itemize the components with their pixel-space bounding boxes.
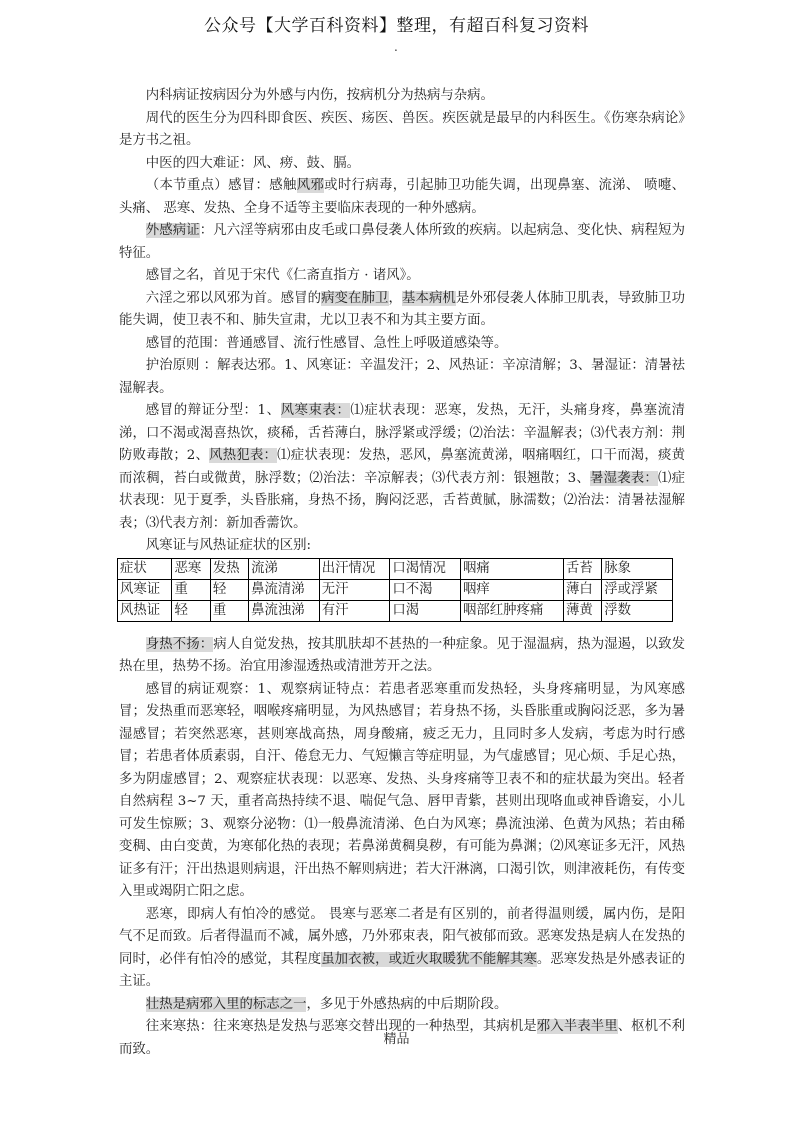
highlight-basic-pathogenesis: 基本病机 [401,290,456,306]
highlight-summer-damp: 暑湿袭表： [589,470,658,486]
paragraph-zhou-doctors: 周代的医生分为四科即食医、疾医、疡医、兽医。疾医就是最早的内科医生。《伤寒杂病论》是方书之祖。 [119,110,685,148]
highlight-high-fever: 壮热是病邪入里的标志之一 [145,996,307,1012]
table-cell: 浮数 [602,600,673,621]
text-segment: ⑴症状表现：见于夏季，头昏胀痛，身热不扬，胸闷泛恶，舌苔黄腻，脉濡数；⑵治法：清暑祛湿解表；⑶代表方剂：新加香薷饮。 [119,470,685,531]
text-segment: 。恶寒发热是外感表证的主证。 [119,951,686,989]
table-cell: 咽痒 [461,579,564,600]
text-segment: 、枢机不利而致。 [119,1019,686,1057]
text-segment: ：凡六淫等病邪由皮毛或口鼻侵袭人体所致的疾病。以起病急、变化快、病程短为特征。 [119,223,686,261]
table-cell: 薄黄 [563,600,601,621]
text-segment: 恶寒，即病人有怕冷的感觉。 畏寒与恶寒二者是有区别的，前者得温则缓，属内伤，是阳气不足而致。后者得温而不减，属外感，乃外邪束表，阳气被郁而致。恶寒发热是病人在发热的同时，必伴有怕冷的感觉，其程度 [119,906,685,967]
text-segment: 病人自觉发热，按其肌肤却不甚热的一种症象。见于湿温病，热为湿遏，以致发热在里，热势不扬。治宜用渗湿透热或清泄芳开之法。 [119,636,686,674]
text-segment: 感冒的辩证分型：1、 [145,403,281,418]
table-cell: 重 [210,600,248,621]
table-header-cell: 恶寒 [172,558,210,579]
highlight-wind-cold: 风寒束表： [280,403,351,418]
table-header-row [118,558,673,579]
paragraph-four-difficult-diseases: 中医的四大难证：风、痨、鼓、膈。 [145,155,361,171]
table-cell: 无汗 [319,579,390,600]
table-row [118,600,673,621]
text-segment: ，多见于外感热病的中后期阶段。 [306,996,508,1012]
comparison-table [117,558,673,622]
page-header: 公众号【大学百科资料】整理，有超百科复习资料 [204,16,589,36]
table-header-cell: 口渴情况 [390,558,461,579]
text-segment: 六淫之邪以风邪为首。感冒的 [145,290,322,306]
highlight-external-disease: 外感病证 [145,223,200,238]
text-segment: （本节重点）感冒：感触 [145,178,297,193]
table-cell: 有汗 [319,600,390,621]
table-cell: 轻 [172,600,210,621]
table-cell: 风寒证 [118,579,172,600]
table-header-cell: 脉象 [602,558,673,579]
highlight-half-exterior: 邪入半表半里 [536,1019,618,1034]
table-header-cell: 出汗情况 [319,558,390,579]
header-dot: . [394,40,398,54]
table-cell: 鼻流清涕 [249,579,320,600]
highlight-cold-not-relieved: 虽加衣被，或近火取暖犹不能解其寒 [321,951,537,967]
text-segment: 或时行病毒，引起肺卫功能失调，出现鼻塞、流涕、 喷嚏、 头痛、 恶寒、发热、全身不适等主要临床表现的一种外感病。 [119,178,686,216]
table-cell: 轻 [210,579,248,600]
table-cell: 浮或浮紧 [602,579,673,600]
table-header-cell: 发热 [210,558,248,579]
page-footer: 精品 [383,1032,410,1047]
paragraph-body-heat-not-high [119,634,685,679]
table-header-cell: 舌苔 [563,558,601,579]
table-cell: 风热证 [118,600,172,621]
table-cell: 重 [172,579,210,600]
text-segment: ⑴症状表现：发热，恶风，鼻塞流黄涕，咽痛咽红，口干而渴，痰黄而浓稠，苔白或微黄，脉浮数；⑵治法：辛凉解表；⑶代表方剂：银翘散；3、 [119,448,686,486]
document-body [119,85,685,1061]
spacer [119,622,685,634]
paragraph-high-fever [119,994,685,1017]
paragraph-scope: 感冒的范围：普通感冒、流行性感冒、急性上呼吸道感染等。 [145,335,508,351]
text-segment: ⑴症状表现：恶寒，发热，无汗，头痛身疼，鼻塞流清涕，口不渴或渴喜热饮，痰稀，舌苔薄白，脉浮紧或浮缓；⑵治法：辛温解表；⑶代表方剂：荆防败毒散；2、 [119,403,685,463]
paragraph-external-disease [119,220,685,265]
highlight-wind-evil: 风邪 [296,178,325,193]
table-header-cell: 流涕 [249,558,320,579]
text-segment: 往来寒热：往来寒热是发热与恶寒交替出现的一种热型，其病机是 [145,1019,537,1034]
paragraph-cold-definition [119,175,685,220]
paragraph-classification: 内科病证按病因分为外感与内伤，按病机分为热病与杂病。 [145,88,494,103]
table-header-cell: 咽痛 [461,558,564,579]
paragraph-name-origin: 感冒之名，首见于宋代《仁斋直指方 · 诸风》。 [145,268,420,283]
text-segment: 是外邪侵袭人体肺卫肌表，导致肺卫功能失调，使卫表不和、肺失宣肃，尤以卫表不和为其主要方面。 [119,290,686,328]
paragraph-aversion-cold [119,904,685,994]
text-segment: ， [388,290,402,306]
paragraph-observation: 感冒的病证观察：1、观察病证特点：若患者恶寒重而发热轻，头身疼痛明显，为风寒感冒；发热重而恶寒轻，咽喉疼痛明显，为风热感冒；若身热不扬，头昏胀重或胸闷泛恶，多为暑湿感冒；若突然恶寒，甚则寒战高热，周身酸痛，疲乏无力，且同时多人发病，考虑为时行感冒；若患者体质素弱，自汗、倦怠无力、气短懒言等症明显，为气虚感冒；见心烦、手足心热，多为阴虚感冒；2、观察症状表现：以恶寒、发热、头身疼痛等卫表不和的症状最为突出。轻者自然病程 3~7 天，重者高热持续不退、喘促气急、唇甲青紫，甚则出现咯血或神昏谵妄，小儿可发生惊厥；3、观察分泌物：⑴一般鼻流清涕、色白为风寒；鼻流浊涕、色黄为风热；若由稀变稠、由白变黄，为寒郁化热的表现；若鼻涕黄稠臭秽，有可能为鼻渊；⑵风寒证多无汗，风热证多有汗；汗出热退则病退，汗出热不解则病进；若大汗淋漓，口渴引饮，则津液耗伤，有传变入里或竭阴亡阳之虑。 [119,681,685,899]
paragraph-pathogenesis [119,288,685,333]
paragraph-treatment-principle: 护治原则 ：解表达邪。1、风寒证：辛温发汗；2、风热证：辛凉清解；3、暑湿证：清暑祛湿解表。 [119,358,685,396]
table-cell: 口渴 [390,600,461,621]
highlight-lesion-location: 病变在肺卫 [321,290,389,306]
table-cell: 鼻流浊涕 [249,600,320,621]
table-row [118,579,673,600]
table-header-cell: 症状 [118,558,172,579]
highlight-wind-heat: 风热犯表： [209,448,278,463]
table-caption: 风寒证与风热证症状的区别: [145,538,311,553]
table-cell: 薄白 [563,579,601,600]
highlight-body-heat: 身热不扬： [145,636,214,652]
paragraph-syndrome-types [119,400,685,535]
table-cell: 口不渴 [390,579,461,600]
table-cell: 咽部红肿疼痛 [461,600,564,621]
